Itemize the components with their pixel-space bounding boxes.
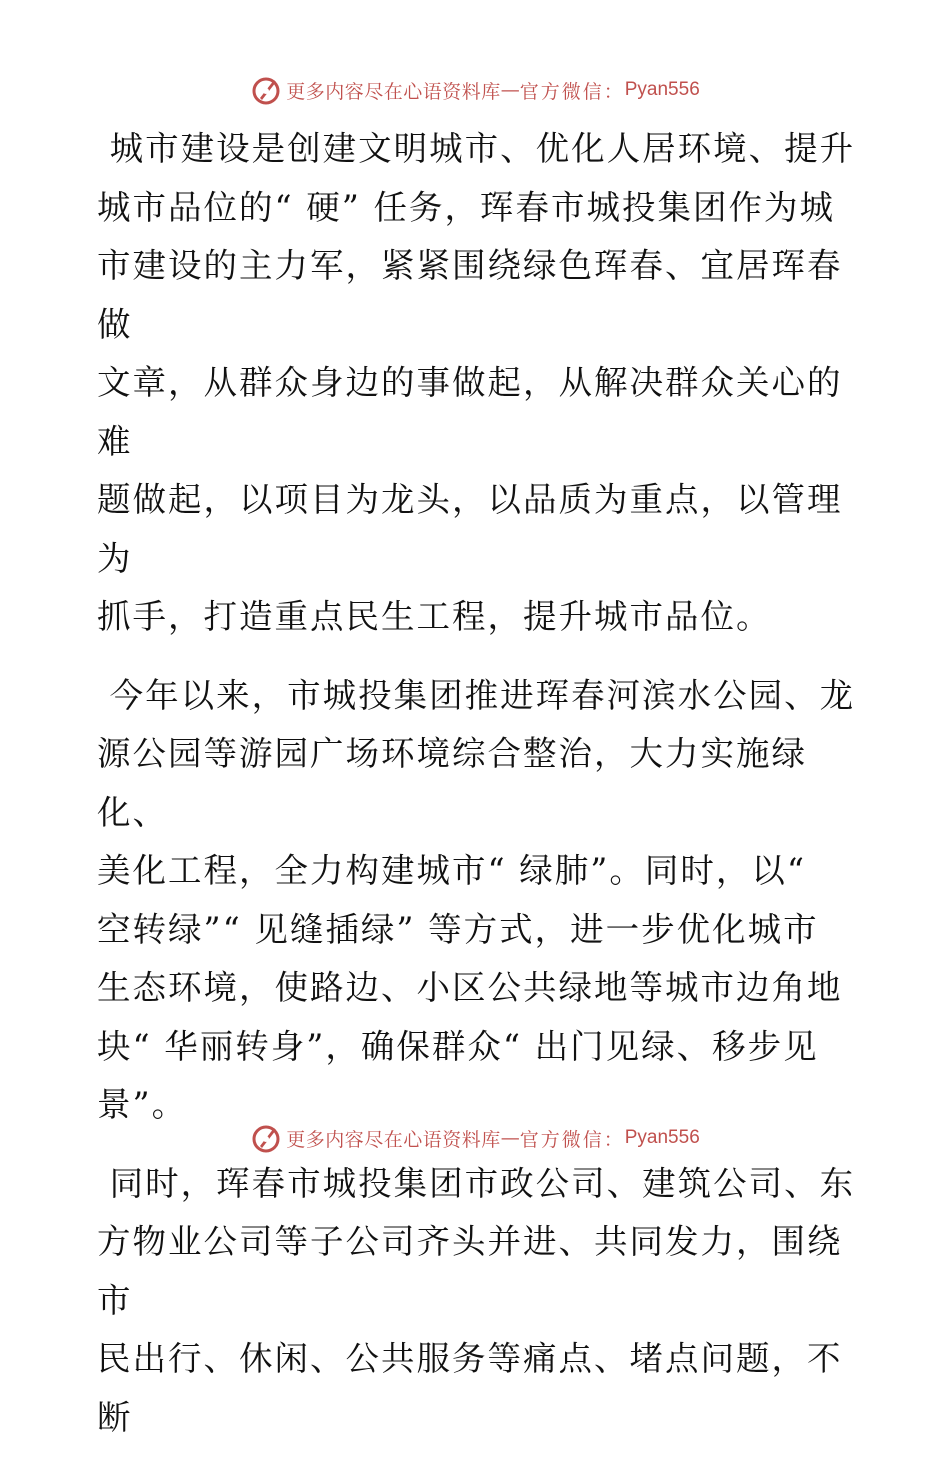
footer-dash: — (500, 1127, 520, 1149)
footer-site-text: 更多内容尽在心语资料库 (286, 1128, 501, 1151)
footer-banner (0, 1118, 950, 1158)
footer-wechat-label: 官方微信： (519, 1128, 625, 1151)
footer-wechat-id: Pyan556 (624, 1127, 700, 1148)
header-site-text: 更多内容尽在心语资料库 (286, 80, 501, 103)
quill-logo-icon (250, 1122, 282, 1154)
article-body (97, 120, 857, 1467)
paragraph-2: 今年以来，市城投集团推进珲春河滨水公园、龙 源公园等游园广场环境综合整治，大力实施绿化、 美化工程，全力构建城市“ 绿肺”。同时，以“ 空转绿”“ 见缝插绿” 等方式，进一步优化城市 生态环境，使路边、小区公共绿地等城市边角地 块“ 华丽转身”，确保群众“ 出门见绿、移步见 景”。 (97, 675, 856, 1124)
paragraph-1: 城市建设是创建文明城市、优化人居环境、提升 城市品位的“ 硬” 任务，珲春市城投集团作为城 市建设的主力军，紧紧围绕绿色珲春、宜居珲春做 文章，从群众身边的事做起，从解决群众关心的难 题做起，以项目为龙头，以品质为重点，以管理为 抓手，打造重点民生工程，提升城市品位。 (97, 129, 856, 636)
header-wechat-id: Pyan556 (624, 79, 700, 100)
paragraph-3: 同时，珲春市城投集团市政公司、建筑公司、东 方物业公司等子公司齐头并进、共同发力，围绕市 民出行、休闲、公共服务等痛点、堵点问题，不断 (97, 1163, 856, 1437)
quill-logo-icon (250, 74, 282, 106)
header-wechat-label: 官方微信： (519, 80, 625, 103)
header-dash: — (500, 79, 520, 101)
header-banner (0, 70, 950, 110)
